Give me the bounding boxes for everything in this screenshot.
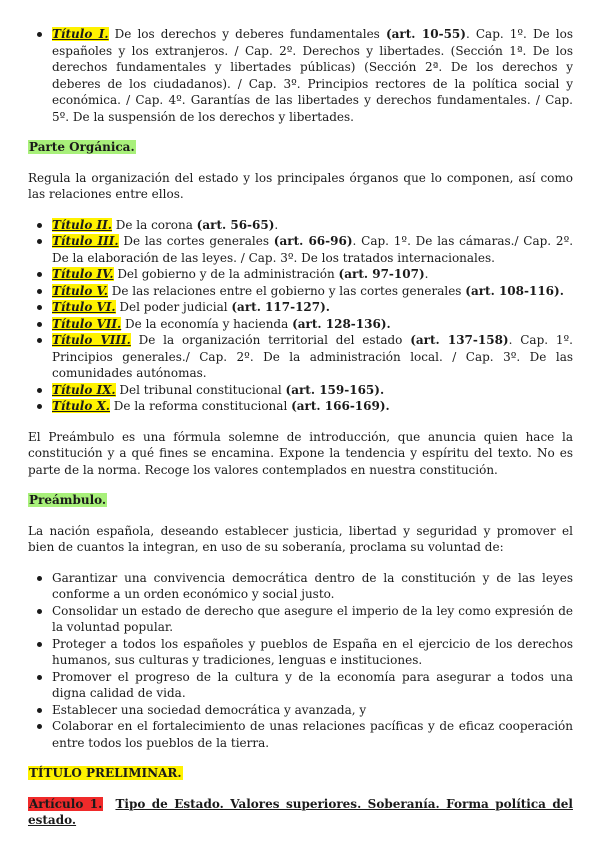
preambulo-lead: La nación española, deseando establecer justicia, libertad y seguridad y promover el bien de cuantos la integran, en uso de su soberanía, proclama su voluntad de: [28, 523, 573, 554]
list-item: Proteger a todos los españoles y pueblos de España en el ejercicio de los derechos humanos, sus culturas y tradiciones, lenguas e instituciones. [28, 636, 573, 669]
titulo-text: Del gobierno y de la administración [113, 267, 339, 281]
titulo-label: Título III. [52, 234, 119, 248]
titulo-label: Título IV. [52, 267, 114, 281]
list-item [28, 26, 573, 125]
list-item: Garantizar una convivencia democrática dentro de la constitución y de las leyes conforme a un orden económico y social justo. [28, 570, 573, 603]
article-range: (art. 137-158) [410, 333, 509, 347]
list-item: Consolidar un estado de derecho que asegure el imperio de la ley como expresión de la voluntad popular. [28, 603, 573, 636]
preambulo-list [28, 570, 573, 752]
article-range: (art. 108-116). [465, 283, 564, 298]
article-range: (art. 66-96) [273, 234, 353, 248]
list-item [28, 283, 573, 300]
preambulo-intro-paragraph: El Preámbulo es una fórmula solemne de introducción, que anuncia quien hace la constitución y a qué fines se encamina. Expone la tendencia y espíritu del texto. No es parte de la norma. Recoge los valores contemplados en nuestra constitución. [28, 429, 573, 477]
list-item [28, 316, 573, 333]
titulo-label: Título VIII. [52, 333, 131, 347]
titulo-preliminar-heading: TÍTULO PRELIMINAR. [29, 766, 182, 780]
section-heading-parte-organica: Parte Orgánica. [29, 140, 135, 154]
titulo-text: De la reforma constitucional [109, 399, 292, 413]
articulo-title: Tipo de Estado. Valores superiores. Soberanía. Forma política del estado. [28, 796, 573, 827]
titulo-detail: . Cap. 1º. De los españoles y los extranjeros. / Cap. 2º. Derechos y libertades. (Sección 1ª. De los derechos fundamentales y libertades públicas) (Sección 2ª. De los derechos y deberes de los ciudadanos). / Cap. 3º. Principios rectores de la política social y económica. / Cap. 4º. Garantías de las libertades y derechos fundamentales. / Cap. 5º. De la suspensión de los derechos y libertades. [52, 27, 573, 124]
article-range: (art. 56-65) [196, 217, 275, 232]
titulo-detail: . Cap. 1º. Principios generales./ Cap. 2º. De la administración local. / Cap. 3º. De las comunidades autónomas. [52, 333, 573, 380]
titulo-label: Título V. [52, 283, 108, 298]
titulo-label: Título II. [52, 217, 112, 232]
list-item [28, 266, 573, 283]
parte-organica-list [28, 217, 573, 415]
parte-organica-description: Regula la organización del estado y los principales órganos que lo componen, así como las relaciones entre ellos. [28, 170, 573, 201]
titulo-text: Del poder judicial [115, 300, 232, 314]
list-item [28, 217, 573, 234]
intro-list [28, 26, 573, 125]
section-heading-preambulo: Preámbulo. [29, 493, 107, 507]
list-item: Colaborar en el fortalecimiento de unas relaciones pacíficas y de eficaz cooperación entre todos los pueblos de la tierra. [28, 718, 573, 751]
titulo-label: Título VII. [52, 316, 122, 331]
list-item [28, 398, 573, 415]
titulo-detail: . [424, 267, 429, 281]
titulo-label: Título X. [52, 399, 110, 413]
titulo-text: De los derechos y deberes fundamentales [108, 27, 386, 41]
list-item [28, 233, 573, 266]
document-page [28, 26, 573, 829]
titulo-text: De la economía y hacienda [121, 316, 293, 331]
list-item: Promover el progreso de la cultura y de la economía para asegurar a todos una digna calidad de vida. [28, 669, 573, 702]
article-range: (art. 117-127). [231, 300, 330, 314]
list-item [28, 382, 573, 399]
titulo-label: Título I. [52, 27, 109, 41]
article-range: (art. 166-169). [291, 399, 390, 413]
titulo-label: Título IX. [52, 382, 116, 397]
article-range: (art. 159-165). [285, 382, 385, 397]
articulo-1-heading [28, 796, 573, 829]
article-range: (art. 128-136). [292, 316, 391, 331]
titulo-text: De las relaciones entre el gobierno y las cortes generales [107, 283, 466, 298]
titulo-label: Título VI. [52, 300, 116, 314]
titulo-text: Del tribunal constitucional [115, 382, 286, 397]
list-item [28, 299, 573, 316]
article-range: (art. 97-107) [338, 267, 425, 281]
list-item: Establecer una sociedad democrática y avanzada, y [28, 702, 573, 719]
titulo-text: De la organización territorial del estado [130, 333, 411, 347]
titulo-detail: . [274, 217, 279, 232]
article-range: (art. 10-55) [385, 27, 466, 41]
titulo-text: De la corona [111, 217, 197, 232]
titulo-text: De las cortes generales [118, 234, 274, 248]
articulo-label: Artículo 1. [29, 796, 103, 811]
list-item [28, 332, 573, 382]
titulo-detail: . Cap. 1º. De las cámaras./ Cap. 2º. De la elaboración de las leyes. / Cap. 3º. De los tratados internacionales. [52, 234, 574, 265]
